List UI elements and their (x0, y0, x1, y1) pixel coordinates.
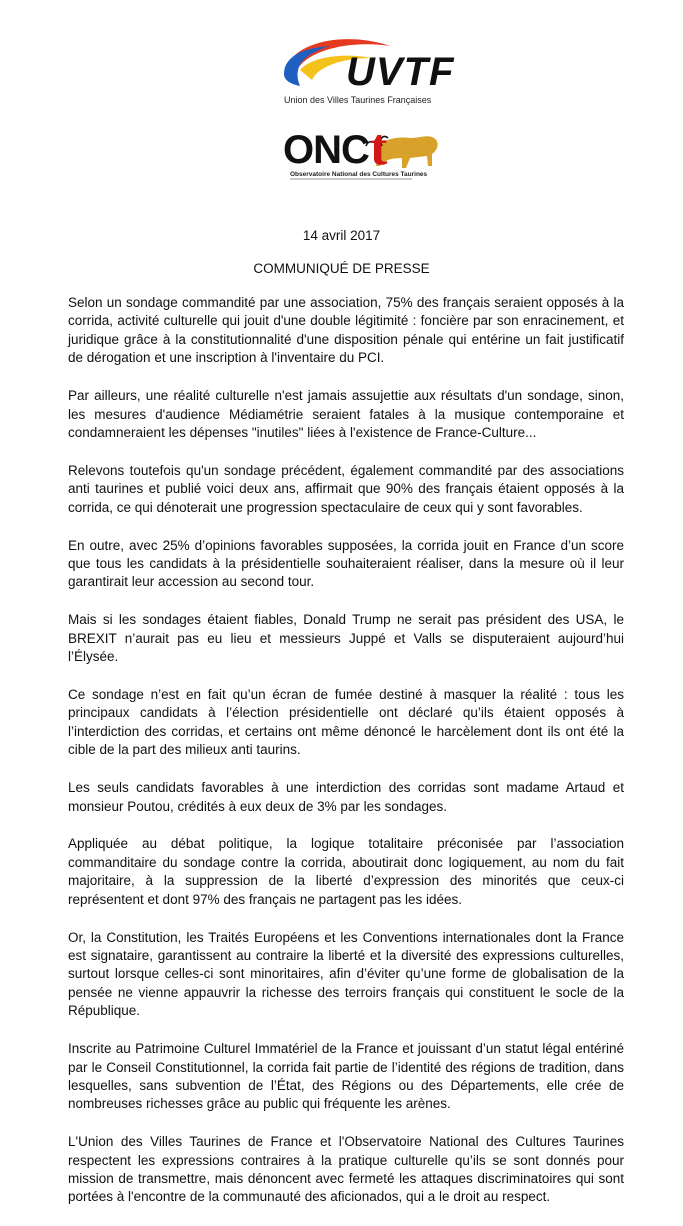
uvtf-subtitle: Union des Villes Taurines Françaises (284, 95, 432, 105)
paragraph: L'Union des Villes Taurines de France et l'Observatoire National des Cultures Taurines respectent les expressions contraires à la pratique culturelle qu’ils se sont donnés pour mission de transmettre, mais dénoncent avec fermeté les attaques discriminatoires qui sont portées à l'encontre de la communauté des aficionados, qui a le droit au respect. (68, 1134, 624, 1205)
paragraph: Selon un sondage commandité par une association, 75% des français seraient opposés à la corrida, activité culturelle qui jouit d'une double légitimité : foncière par son enracinement, et juridique grâce à la constitutionnalité d'une disposition pénale qui entérine un fait justificatif de dérogation et une inscription à l'inventaire du PCI. (68, 295, 624, 366)
paragraph: Mais si les sondages étaient fiables, Donald Trump ne serait pas président des USA, le BREXIT n’aurait pas eu lieu et messieurs Juppé et Valls se disputeraient aujourd’hui l’Élysée. (68, 612, 624, 665)
paragraph: Par ailleurs, une réalité culturelle n'est jamais assujettie aux résultats d'un sondage, sinon, les mesures d'audience Médiamétrie seraient fatales à la musique contemporaine et condamneraient les dépenses "inutiles" liées à l'existence de France-Culture... (68, 388, 624, 440)
paragraph: Appliquée au débat politique, la logique totalitaire préconisée par l’association commanditaire du sondage contre la corrida, aboutirait donc logiquement, au nom du fait majoritaire, à la suppression de la liberté d’expression des minorités que ceux-ci représentent et dont 97% des français ne partagent pas les idées. (68, 836, 624, 907)
paragraph: Relevons toutefois qu'un sondage précédent, également commandité par des associations anti taurines et publié voici deux ans, affirmait que 90% des français étaient opposés à la corrida, ce qui dénoterait une progression spectaculaire de ceux qui y sont favorables. (68, 462, 624, 515)
paragraph: En outre, avec 25% d’opinions favorables supposées, la corrida jouit en France d’un score que tous les candidats à la présidentielle souhaiteraient réaliser, dans la mesure où il leur garantirait leur accession au second tour. (68, 537, 624, 590)
paragraph: Les seuls candidats favorables à une interdiction des corridas sont madame Artaud et monsieur Poutou, crédités à eux deux de 3% par les sondages. (68, 780, 624, 814)
release-date: 14 avril 2017 (302, 228, 381, 243)
onct-subtitle: Observatoire National des Cultures Taurines (290, 171, 428, 178)
uvtf-logo-text: UVTF (346, 50, 455, 94)
press-release-body (68, 294, 624, 1226)
paragraph: Inscrite au Patrimoine Culturel Immatériel de la France et jouissant d’un statut légal entériné par le Conseil Constitutionnel, la corrida fait partie de l’identité des régions de tradition, dans lesquelles, sans subvention de l’État, des Régions ou des Départements, elle crée de nombreuses richesses grâce au public qui fréquente les arènes. (68, 1041, 624, 1112)
press-release-heading: COMMUNIQUÉ DE PRESSE (253, 261, 430, 276)
onct-logo-text: ONC (283, 128, 369, 172)
onct-logo-t: t (370, 119, 388, 176)
header-logos (0, 0, 683, 200)
paragraph: Ce sondage n’est en fait qu’un écran de fumée destiné à masquer la réalité : tous les principaux candidats à l’élection présidentielle ont déclaré qu’ils étaient opposés à l’interdiction des corridas, et certains ont même dénoncé le harcèlement dont ils ont été la cible de la part des milieux anti taurins. (68, 687, 624, 758)
paragraph: Or, la Constitution, les Traités Européens et les Conventions internationales dont la France est signataire, garantissent au contraire la liberté et la diversité des expressions culturelles, surtout lorsque celles-ci sont minoritaires, afin d’éviter qu’une forme de globalisation de la pensée ne vienne appauvrir la richesse des terroirs français qui constituent le socle de la République. (68, 929, 624, 1019)
